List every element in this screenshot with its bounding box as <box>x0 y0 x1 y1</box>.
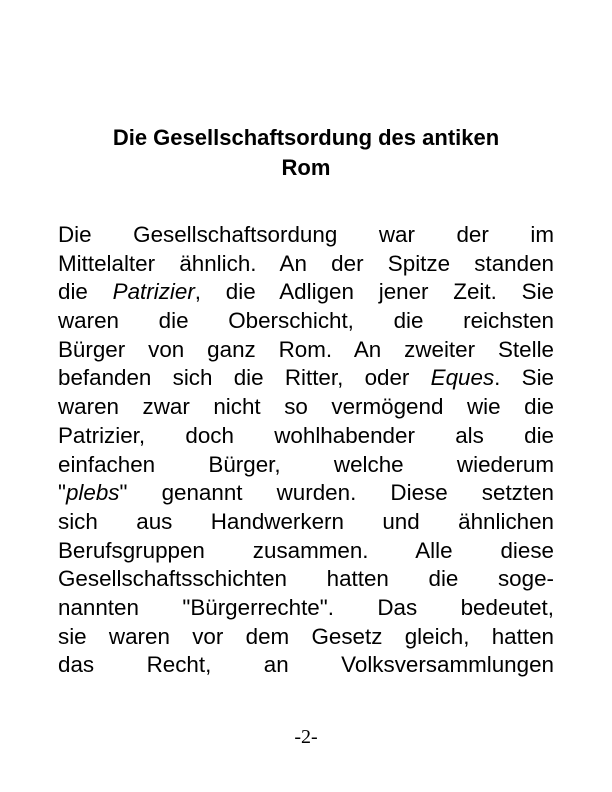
text-run: Patrizier, doch wohlhabender als die <box>58 422 554 448</box>
text-run: Berufsgruppen zusammen. Alle diese <box>58 537 554 563</box>
text-run: nannten "Bürgerrechte". Das bedeutet, <box>58 594 554 620</box>
page-title <box>58 123 554 183</box>
text-line <box>58 537 554 566</box>
text-line <box>58 278 554 307</box>
text-line <box>58 651 554 680</box>
text-run: das Recht, an Volksversammlungen <box>58 652 554 678</box>
page-number: -2- <box>294 726 318 748</box>
text-line <box>58 250 554 279</box>
text-line <box>58 336 554 365</box>
text-line <box>58 508 554 537</box>
title-line-1: Die Gesellschaftsordung des antiken <box>112 125 500 150</box>
text-run: befanden sich die Ritter, oder <box>58 365 431 391</box>
text-run: einfachen Bürger, welche wiederum <box>58 451 554 477</box>
text-run: , die Adligen jener Zeit. Sie <box>194 279 554 305</box>
text-run: Bürger von ganz Rom. An zweiter Stelle <box>58 336 554 362</box>
text-run: . Sie <box>494 365 554 391</box>
text-line <box>58 364 554 393</box>
italic-term: Patrizier <box>112 279 195 305</box>
text-run: sie waren vor dem Gesetz gleich, hatten <box>58 623 554 649</box>
italic-term: Eques <box>430 365 495 391</box>
italic-term: plebs <box>65 480 120 506</box>
text-line <box>58 479 554 508</box>
text-line <box>58 594 554 623</box>
text-line <box>58 565 554 594</box>
text-line <box>58 623 554 652</box>
text-line <box>58 422 554 451</box>
text-line <box>58 221 554 250</box>
text-run: Gesellschaftsschichten hatten die soge- <box>58 566 554 592</box>
text-run: Mittelalter ähnlich. An der Spitze standen <box>58 250 554 276</box>
text-line <box>58 393 554 422</box>
text-run: Die Gesellschaftsordung war der im <box>58 222 554 247</box>
text-run: " <box>58 480 66 506</box>
body-paragraph <box>58 221 554 680</box>
text-line <box>58 307 554 336</box>
title-line-2: Rom <box>281 155 331 180</box>
text-run: die <box>58 279 113 305</box>
text-run: sich aus Handwerkern und ähnlichen <box>58 508 554 534</box>
text-run: waren zwar nicht so vermögend wie die <box>58 394 554 420</box>
text-run: " genannt wurden. Diese setzten <box>119 480 554 506</box>
text-line <box>58 451 554 480</box>
text-run: waren die Oberschicht, die reichsten <box>58 308 554 334</box>
